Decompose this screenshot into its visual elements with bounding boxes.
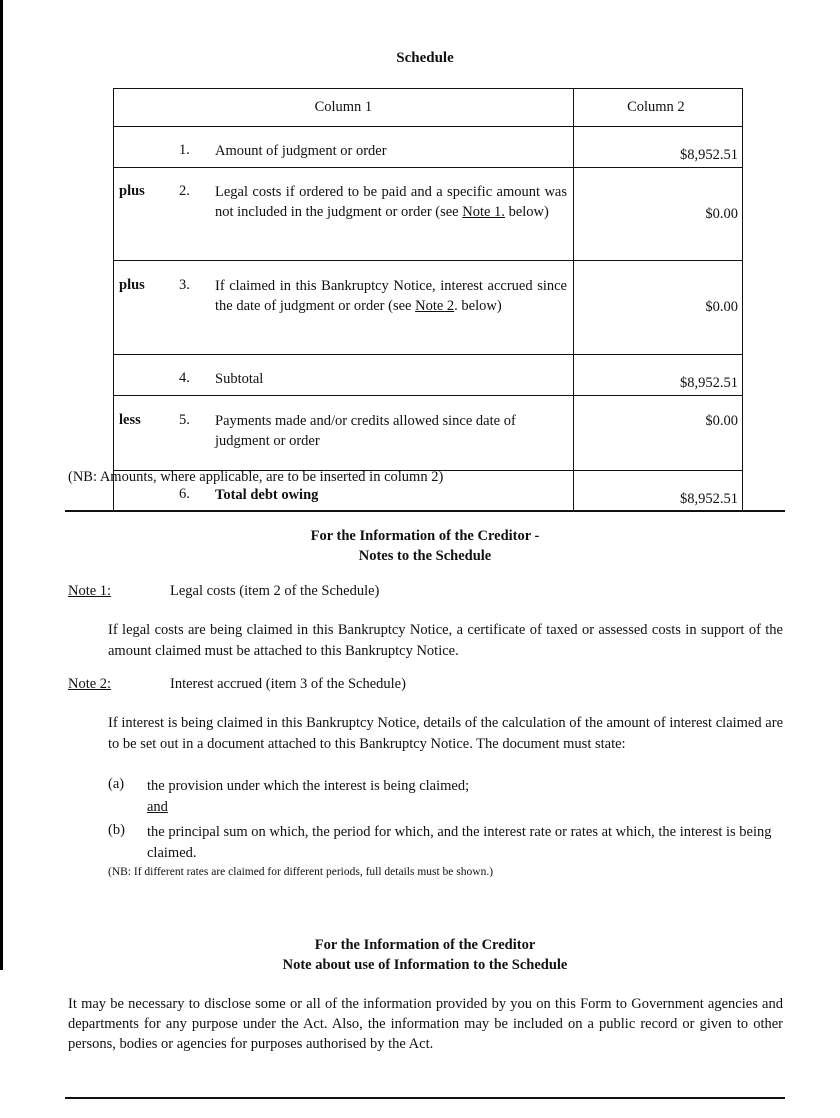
note-2-title: Interest accrued (item 3 of the Schedule) [170,676,406,692]
table-row [114,261,743,355]
note-2-reference: Note 2 [415,297,455,314]
row-amount: $8,952.51 [573,471,742,512]
schedule-nb-note: (NB: Amounts, where applicable, are to be inserted in column 2) [68,469,444,485]
list-marker-a: (a) [108,776,125,792]
note-2-label: Note 2: [68,676,112,692]
info-body: It may be necessary to disclose some or all of the information provided by you on this Form to Government agencies and departments for any purpose under the Act. Also, the information may be included on a public record or given to other persons, bodies or agencies for purposes authorised by the Act. [68,996,783,1052]
scan-edge-bar [0,0,3,970]
table-row [114,396,743,471]
row-operator: plus [119,277,145,293]
table-header-row [114,89,743,127]
table-row [114,127,743,168]
row-amount: $8,952.51 [573,127,742,168]
bottom-divider [65,1097,785,1099]
notes-heading-line1: For the Information of the Creditor - [310,528,540,544]
note-1-reference: Note 1. [462,203,505,220]
row-description: Subtotal [215,371,264,388]
row-description: If claimed in this Bankruptcy Notice, interest accrued since the date of judgment or order (see Note 2. below) [215,278,567,314]
row-number: 2. [179,183,190,199]
row-operator: less [119,412,141,428]
column-1-header: Column 1 [114,89,574,127]
row-number: 4. [179,370,190,387]
row-description: Legal costs if ordered to be paid and a specific amount was not included in the judgment or order (see Note 1. below) [215,184,567,220]
row-description: Amount of judgment or order [215,143,387,160]
row-amount: $0.00 [573,261,742,355]
note-2-nb: (NB: If different rates are claimed for different periods, full details must be shown.) [108,866,494,878]
schedule-table [113,88,743,512]
schedule-title: Schedule [396,50,454,66]
list-item-b-text: the principal sum on which, the period for which, and the interest rate or rates at which, the interest is being claimed. [147,824,772,861]
list-item-a-text: the provision under which the interest is being claimed; [147,778,470,794]
row-operator: plus [119,183,145,199]
row-number: 1. [179,142,190,159]
note-2-body: If interest is being claimed in this Bankruptcy Notice, details of the calculation of the amount of interest claimed are to be set out in a document attached to this Bankruptcy Notice. The document must state: [108,715,783,752]
section-divider [65,510,785,512]
row-amount: $0.00 [573,168,742,261]
row-amount: $8,952.51 [573,355,742,396]
row-number: 3. [179,277,190,293]
row-description: Total debt owing [215,487,319,504]
info-heading-line1: For the Information of the Creditor [314,937,536,953]
row-number: 5. [179,412,190,428]
info-heading-line2: Note about use of Information to the Schedule [282,957,568,973]
table-row [114,355,743,396]
list-marker-b: (b) [108,822,125,838]
list-item-a-conjunction: and [147,799,168,815]
notes-heading-line2: Notes to the Schedule [358,548,492,564]
row-number: 6. [179,486,190,503]
row-description: Payments made and/or credits allowed since date of judgment or order [215,413,516,449]
table-row [114,168,743,261]
note-1-body: If legal costs are being claimed in this Bankruptcy Notice, a certificate of taxed or assessed costs in support of the amount claimed must be attached to this Bankruptcy Notice. [108,622,783,659]
column-2-header: Column 2 [573,89,742,127]
note-1-label: Note 1: [68,583,112,599]
row-amount: $0.00 [573,396,742,471]
note-1-title: Legal costs (item 2 of the Schedule) [170,583,380,599]
